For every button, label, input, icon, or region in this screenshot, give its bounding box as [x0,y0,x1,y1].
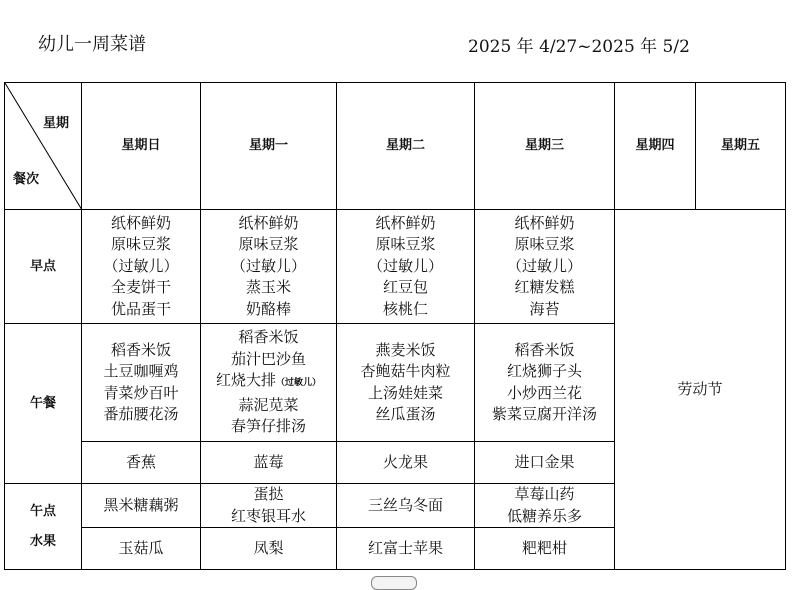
menu-item: 燕麦米饭 [375,340,436,359]
day-header-thu: 星期四 [615,83,696,210]
menu-item: 蒸玉米 [245,278,291,297]
day-header-sun: 星期日 [82,83,201,210]
menu-item: 土豆咖喱鸡 [103,362,179,380]
menu-item: 上汤娃娃菜 [367,383,443,402]
lunch-fruit-tue: 火龙果 [337,442,475,484]
meal-label-snack: 午点 [29,503,56,519]
day-header-tue: 星期二 [337,83,475,210]
lunch-fruit-sun: 香蕉 [82,442,201,484]
menu-item: 番茄腰花汤 [103,405,179,423]
allergy-note: （过敏儿） [276,378,322,389]
fruit-tue: 红富士苹果 [337,528,475,570]
weekly-menu-table [4,82,786,570]
meal-label-breakfast: 早点 [5,210,82,324]
menu-item: 原味豆浆 [110,235,171,254]
menu-item: 海苔 [529,299,560,318]
date-range: 2025 年 4/27~2025 年 5/2 [468,37,690,57]
meal-label-snack-fruit [5,484,82,570]
snack-tue [337,484,475,528]
menu-item: （过敏儿） [506,256,582,275]
menu-item: 奶酪棒 [245,299,291,318]
menu-item: 纸杯鲜奶 [238,213,299,232]
menu-item: 稻香米饭 [110,340,171,359]
menu-item: 原味豆浆 [238,235,299,254]
lunch-wed [475,324,615,442]
menu-item: 丝瓜蛋汤 [375,405,436,423]
lunch-tue [337,324,475,442]
menu-item: 红枣银耳水 [230,506,306,525]
fruit-mon: 凤梨 [201,528,337,570]
menu-item: 蒜泥苋菜 [238,395,299,414]
menu-item: （过敏儿） [367,256,443,275]
breakfast-row [5,210,786,324]
corner-week-label: 星期 [42,116,69,131]
breakfast-mon [201,210,337,324]
menu-item: （过敏儿） [230,256,306,275]
fruit-sun: 玉菇瓜 [82,528,201,570]
menu-item: 核桃仁 [382,299,428,318]
day-header-wed: 星期三 [475,83,615,210]
menu-item: 红糖发糕 [514,278,575,297]
menu-item: 三丝乌冬面 [367,495,443,514]
breakfast-sun [82,210,201,324]
lunch-sun [82,324,201,442]
menu-item: 纸杯鲜奶 [375,213,436,232]
menu-title: 幼儿一周菜谱 [38,34,146,55]
menu-item: 全麦饼干 [110,278,171,297]
meal-label-fruit: 水果 [29,533,56,549]
menu-item: 红豆包 [382,278,428,297]
menu-item: 春笋仔排汤 [230,417,306,436]
breakfast-wed [475,210,615,324]
menu-item: 黑米糖藕粥 [103,495,179,514]
lunch-fruit-mon: 蓝莓 [201,442,337,484]
menu-item: 蛋挞 [253,485,284,503]
holiday-cell: 劳动节 [615,210,786,570]
menu-item: （过敏儿） [103,256,179,275]
lunch-mon [201,324,337,442]
menu-item: 优品蛋干 [110,299,171,318]
scroll-handle[interactable] [371,576,417,590]
menu-item: 茄汁巴沙鱼 [230,349,306,368]
fruit-wed: 粑粑柑 [475,528,615,570]
menu-item: 原味豆浆 [514,235,575,254]
menu-item: 纸杯鲜奶 [110,213,171,232]
day-header-mon: 星期一 [201,83,337,210]
day-header-fri: 星期五 [696,83,786,210]
menu-item: 稻香米饭 [514,340,575,359]
snack-wed [475,484,615,528]
snack-sun [82,484,201,528]
menu-item: 草莓山药 [514,485,575,503]
corner-meal-label: 餐次 [13,172,40,187]
menu-item: 原味豆浆 [375,235,436,254]
menu-item: 红烧大排 [215,371,276,390]
menu-item: 青菜炒百叶 [103,383,179,402]
corner-diagonal [5,83,82,210]
menu-item: 低糖养乐多 [506,506,582,525]
menu-item: 小炒西兰花 [506,383,582,402]
header-row [5,83,786,210]
lunch-fruit-wed: 进口金果 [475,442,615,484]
menu-item: 纸杯鲜奶 [514,213,575,232]
menu-item-with-note [201,370,336,395]
menu-item: 稻香米饭 [238,328,299,347]
menu-item: 紫菜豆腐开洋汤 [491,405,597,423]
menu-item: 红烧狮子头 [506,362,582,380]
breakfast-tue [337,210,475,324]
snack-mon [201,484,337,528]
meal-label-lunch: 午餐 [5,324,82,484]
menu-item: 杏鲍菇牛肉粒 [360,362,451,380]
corner-cell [5,83,82,210]
